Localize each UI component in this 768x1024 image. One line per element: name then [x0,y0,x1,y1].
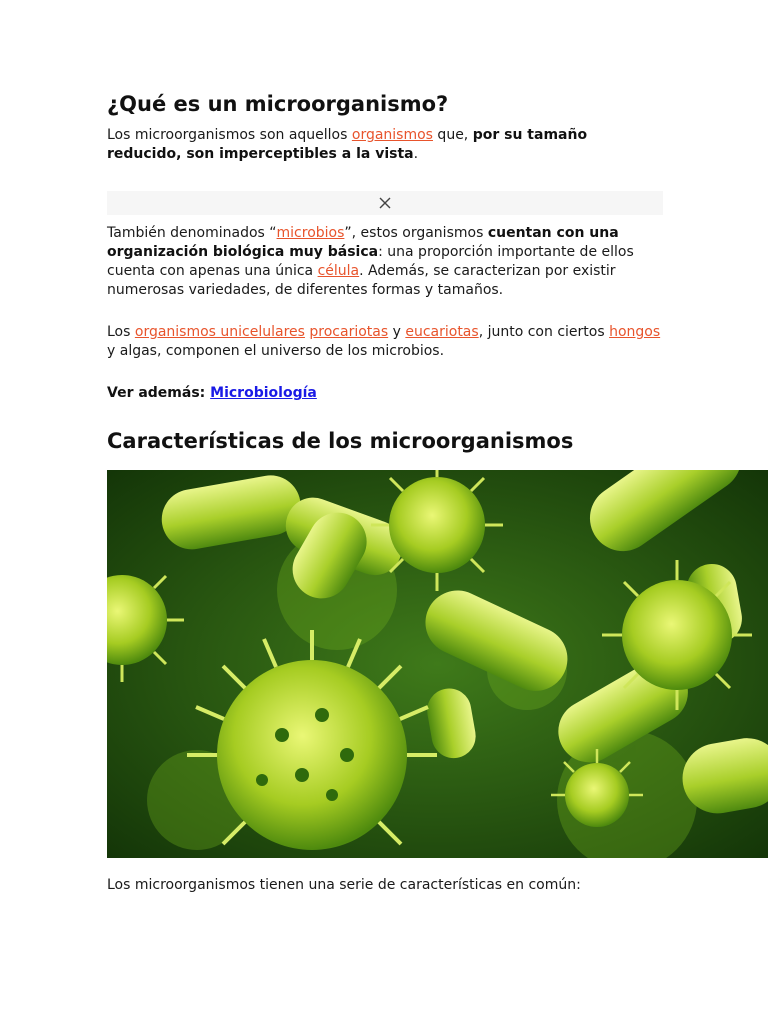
link-eucariotas[interactable]: eucariotas [405,324,479,340]
caption: Los microorganismos tienen una serie de características en común: [107,877,581,893]
section-title: Características de los microorganismos [107,429,574,453]
text: ”, estos organismos [344,225,488,241]
page-title: ¿Qué es un microorganismo? [107,92,449,116]
text: que, [432,127,473,143]
text: . [413,146,419,162]
link-procariotas[interactable]: procariotas [309,324,389,340]
organismos-paragraph [107,323,662,361]
link-organismos-unicelulares[interactable]: organismos unicelulares [134,324,305,340]
article [107,88,662,463]
close-icon[interactable] [378,196,392,210]
microorganisms-image [107,470,768,858]
text: Los [107,324,135,340]
intro-paragraph [107,126,662,164]
link-organismos[interactable]: organismos [351,127,433,143]
text: : una proporción importante de ellos cuenta con apenas una única [107,244,634,279]
bold-text: por su tamaño reducido, son imperceptibles a la vista [107,127,588,162]
link-microbios[interactable]: microbios [276,225,345,241]
ad-bar [107,191,663,215]
link-celula[interactable]: célula [317,263,360,279]
link-microbiologia[interactable]: Microbiología [210,385,317,401]
microbios-paragraph [107,224,662,300]
section-heading-wrap [107,425,662,457]
text: y algas, componen el universo de los microbios. [107,343,445,359]
see-also [107,384,662,403]
text: . Además, se caracterizan por existir numerosas variedades, de diferentes formas y tamaños. [107,263,616,298]
microorganisms-illustration [107,470,768,858]
text: y [388,324,406,340]
text: También denominados “ [107,225,277,241]
bold-text: cuentan con una organización biológica muy básica [107,225,619,260]
text: Los microorganismos son aquellos [107,127,352,143]
see-also-label: Ver además: [107,385,211,401]
link-hongos[interactable]: hongos [609,324,661,340]
text: , junto con ciertos [478,324,610,340]
